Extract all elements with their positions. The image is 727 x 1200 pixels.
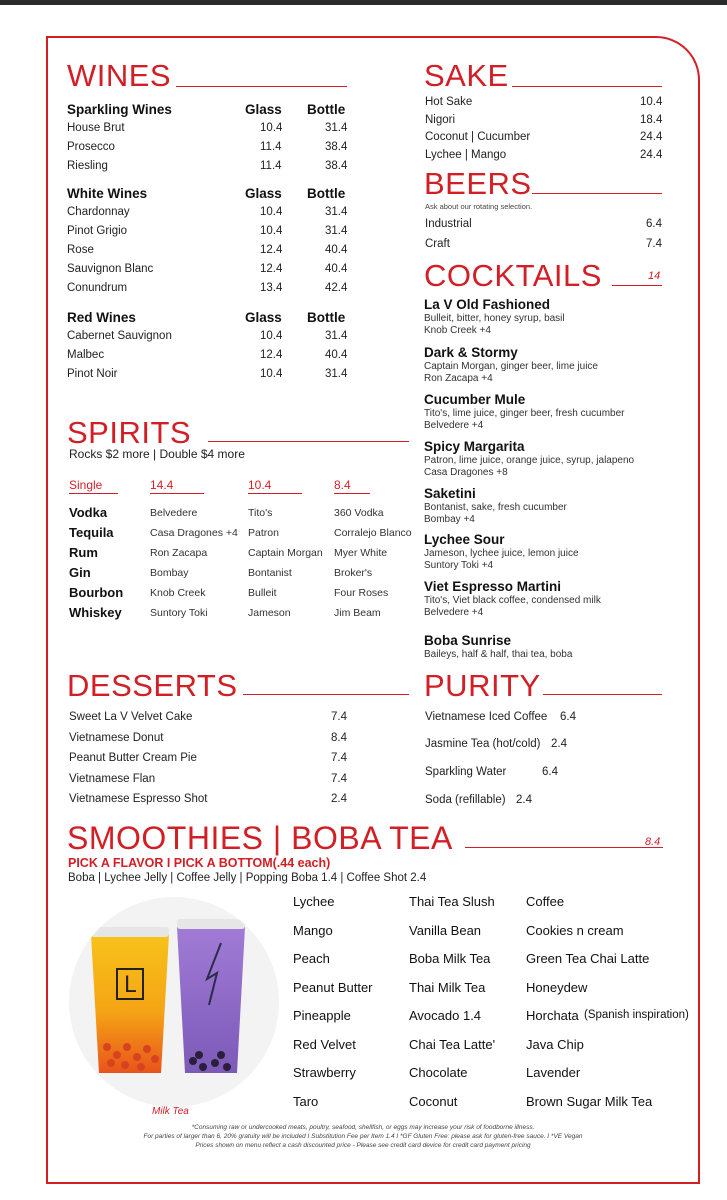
milk-tea-caption: Milk Tea (152, 1106, 189, 1117)
wine-glass-price: 11.4 (260, 141, 282, 153)
horchata-note: (Spanish inspiration) (584, 1009, 689, 1021)
sake-price: 10.4 (640, 96, 663, 108)
cocktails-price: 14 (648, 270, 661, 282)
wine-name: Conundrum (67, 282, 128, 294)
wine-glass-header: Glass (245, 186, 282, 201)
smoothie-flavor: Green Tea Chai Latte (526, 951, 650, 966)
wine-glass-price: 12.4 (260, 263, 283, 275)
spirit-premium-brand: Bombay (150, 567, 189, 579)
sake-title: SAKE (424, 58, 509, 93)
spirit-well-brand: Broker's (334, 567, 373, 579)
smoothie-flavor: Strawberry (293, 1065, 356, 1080)
smoothie-flavor: Pineapple (293, 1008, 351, 1023)
spirit-premium-brand: Belvedere (150, 507, 198, 519)
wine-bottle-header: Bottle (307, 102, 346, 117)
footer-line-3: Prices shown on menu reflect a cash discounted price - Please see credit card device for credit card payment pricing (195, 1142, 531, 1149)
cocktail-upgrade: Casa Dragones +8 (424, 467, 508, 478)
spirits-header-underline (150, 493, 204, 494)
spirit-type: Tequila (69, 525, 114, 540)
sake-item: Coconut | Cucumber (425, 131, 531, 143)
cocktail-description: Jameson, lychee juice, lemon juice (424, 548, 579, 559)
beer-price: 6.4 (646, 218, 662, 230)
spirits-title: SPIRITS (67, 415, 192, 450)
spirit-type: Whiskey (69, 605, 122, 620)
smoothie-flavor: Peanut Butter (293, 979, 373, 995)
dessert-price: 7.4 (331, 772, 347, 785)
wine-name: Sauvignon Blanc (67, 263, 154, 275)
sake-price: 18.4 (640, 113, 663, 126)
wine-bottle-price: 38.4 (325, 141, 348, 153)
cocktail-name: Cucumber Mule (424, 392, 526, 407)
spirits-price-header: 8.4 (334, 478, 351, 492)
cocktail-name: Dark & Stormy (424, 345, 518, 360)
wine-name: Chardonnay (67, 206, 130, 218)
beers-note: Ask about our rotating selection. (425, 202, 533, 211)
purity-price: 2.4 (516, 794, 532, 806)
smoothies-pick-line: PICK A FLAVOR I PICK A BOTTOM(.44 each) (68, 856, 331, 870)
smoothie-flavor: Red Velvet (293, 1036, 356, 1052)
spirit-well-brand: Jim Beam (334, 607, 381, 619)
smoothie-flavor: Brown Sugar Milk Tea (526, 1093, 653, 1109)
beer-price: 7.4 (646, 238, 662, 250)
sake-price: 24.4 (640, 131, 663, 143)
wine-bottle-price: 38.4 (325, 160, 348, 172)
purity-item: Jasmine Tea (hot/cold) (425, 738, 541, 750)
dessert-price: 2.4 (331, 793, 347, 805)
spirit-mid-brand: Patron (248, 527, 279, 539)
cocktail-description: Bulleit, bitter, honey syrup, basil (424, 313, 565, 324)
spirits-price-header: 14.4 (150, 478, 174, 492)
wine-name: Rose (67, 244, 94, 256)
cocktail-upgrade: Suntory Toki +4 (424, 560, 494, 571)
cocktail-name: Lychee Sour (424, 532, 505, 547)
purity-price: 6.4 (560, 711, 576, 723)
smoothie-flavor: Thai Milk Tea (409, 979, 486, 995)
cocktails-title-rule (612, 285, 662, 286)
smoothies-bottoms: Boba | Lychee Jelly | Coffee Jelly | Popping Boba 1.4 | Coffee Shot 2.4 (68, 872, 427, 884)
wine-bottle-price: 40.4 (325, 263, 348, 275)
cocktail-name: Saketini (424, 486, 476, 501)
smoothie-flavor: Cookies n cream (526, 922, 624, 938)
cocktail-upgrade: Knob Creek +4 (424, 325, 491, 336)
smoothie-flavor: Chai Tea Latte' (409, 1036, 496, 1052)
smoothie-flavor: Peach (293, 951, 330, 966)
smoothie-flavor: Java Chip (526, 1036, 584, 1052)
smoothies-title: SMOOTHIES | BOBA TEA (67, 820, 453, 856)
smoothie-flavor: Honeydew (526, 979, 588, 995)
spirit-mid-brand: Bulleit (248, 587, 277, 599)
wine-glass-price: 10.4 (260, 122, 283, 134)
wine-bottle-price: 31.4 (325, 122, 348, 134)
wine-name: Cabernet Sauvignon (67, 330, 172, 342)
sake-item: Nigori (425, 113, 456, 126)
desserts-title: DESSERTS (67, 668, 238, 703)
smoothie-flavor: Coconut (409, 1093, 458, 1109)
spirits-header-underline (69, 493, 118, 494)
spirit-mid-brand: Tito's (248, 507, 273, 519)
dessert-item: Vietnamese Flan (69, 772, 156, 785)
footer-line-1: *Consuming raw or undercooked meats, poultry, seafood, shellfish, or eggs may increase your risk of foodborne illness. (191, 1124, 535, 1131)
dessert-price: 8.4 (331, 731, 347, 744)
cocktail-name: Boba Sunrise (424, 633, 512, 648)
wine-name: Pinot Grigio (67, 225, 128, 237)
dessert-price: 7.4 (331, 752, 347, 764)
purity-title-rule (543, 694, 662, 695)
smoothies-title-rule (465, 847, 663, 848)
cocktail-description: Tito's, lime juice, ginger beer, fresh cucumber (424, 408, 625, 419)
desserts-title-rule (243, 694, 409, 695)
beers-title-rule (532, 193, 662, 194)
sake-item: Lychee | Mango (425, 148, 507, 161)
beer-item: Industrial (425, 218, 472, 230)
beer-item: Craft (425, 238, 450, 250)
spirit-type: Bourbon (69, 585, 124, 600)
cocktail-description: Patron, lime juice, orange juice, syrup, jalapeno (424, 455, 635, 466)
smoothie-flavor: Taro (293, 1093, 319, 1109)
cocktail-description: Baileys, half & half, thai tea, boba (424, 649, 573, 660)
smoothie-flavor: Mango (293, 922, 333, 938)
wine-glass-price: 13.4 (260, 282, 283, 294)
wine-bottle-price: 31.4 (325, 206, 348, 218)
wine-glass-price: 12.4 (260, 244, 283, 256)
wine-bottle-price: 31.4 (325, 368, 348, 380)
wine-glass-header: Glass (245, 102, 282, 117)
smoothie-flavor: Lavender (526, 1065, 581, 1080)
cocktail-upgrade: Belvedere +4 (424, 607, 484, 618)
wine-section-heading: Sparkling Wines (67, 102, 172, 117)
wine-name: Prosecco (67, 141, 115, 153)
beers-title: BEERS (424, 166, 532, 201)
spirits-title-rule (208, 441, 409, 442)
milk-tea-cups-illustration (69, 897, 279, 1107)
cocktail-name: Spicy Margarita (424, 439, 525, 454)
spirit-type: Gin (69, 565, 91, 580)
wines-title-rule (176, 86, 347, 87)
smoothie-flavor: Avocado 1.4 (409, 1008, 482, 1023)
smoothie-flavor: Vanilla Bean (409, 922, 482, 938)
cocktail-upgrade: Ron Zacapa +4 (424, 373, 493, 384)
spirit-mid-brand: Bontanist (248, 567, 292, 579)
wine-bottle-price: 42.4 (325, 282, 348, 294)
cocktails-title: COCKTAILS (424, 258, 602, 293)
footer-line-2: For parties of larger than 6, 20% gratuity will be included I Substitution Fee per Item 1.4 I *GF Gluten Free: please ask for gluten-free sauce. I *VE Vegan (143, 1133, 583, 1140)
dessert-item: Vietnamese Espresso Shot (69, 793, 208, 805)
sake-title-rule (512, 86, 662, 87)
spirit-well-brand: Corralejo Blanco (334, 527, 412, 539)
cocktail-upgrade: Belvedere +4 (424, 420, 484, 431)
smoothies-price: 8.4 (645, 836, 661, 848)
spirit-type: Vodka (69, 505, 108, 520)
smoothie-flavor: Chocolate (409, 1065, 468, 1080)
cocktail-description: Bontanist, sake, fresh cucumber (424, 502, 567, 513)
dessert-item: Sweet La V Velvet Cake (69, 711, 193, 723)
cocktail-description: Captain Morgan, ginger beer, lime juice (424, 361, 598, 372)
spirit-mid-brand: Jameson (248, 607, 291, 619)
wine-name: Malbec (67, 349, 105, 361)
dessert-price: 7.4 (331, 711, 347, 723)
smoothie-flavor: Coffee (526, 894, 565, 909)
purity-item: Sparkling Water (425, 766, 507, 778)
smoothie-flavor: Horchata (526, 1008, 579, 1023)
wine-glass-price: 10.4 (260, 225, 283, 237)
spirits-price-header: Single (69, 478, 103, 492)
wines-title: WINES (67, 58, 172, 93)
purity-price: 6.4 (542, 766, 558, 778)
wine-name: House Brut (67, 122, 125, 134)
wine-glass-header: Glass (245, 310, 282, 325)
wine-bottle-price: 40.4 (325, 349, 348, 361)
dessert-item: Peanut Butter Cream Pie (69, 752, 197, 764)
sake-item: Hot Sake (425, 96, 473, 108)
cocktail-upgrade: Bombay +4 (424, 514, 475, 525)
spirit-premium-brand: Suntory Toki (150, 607, 208, 619)
wine-bottle-header: Bottle (307, 186, 346, 201)
cup-logo: L (123, 973, 137, 998)
smoothie-flavor: Thai Tea Slush (409, 894, 495, 909)
milk-tea-image (69, 897, 279, 1107)
spirits-header-underline (334, 493, 370, 494)
wine-bottle-price: 40.4 (325, 244, 348, 256)
wine-bottle-header: Bottle (307, 310, 346, 325)
wine-glass-price: 10.4 (260, 368, 283, 380)
spirits-note: Rocks $2 more | Double $4 more (69, 447, 245, 461)
spirits-header-underline (248, 493, 302, 494)
purity-item: Soda (refillable) (425, 794, 506, 806)
smoothie-flavor: Boba Milk Tea (409, 951, 491, 966)
purity-item: Vietnamese Iced Coffee (425, 711, 548, 723)
wine-section-heading: Red Wines (67, 310, 136, 325)
sake-price: 24.4 (640, 148, 663, 161)
wine-section-heading: White Wines (67, 186, 148, 201)
spirit-premium-brand: Casa Dragones +4 (150, 527, 238, 539)
spirit-well-brand: Myer White (334, 547, 388, 559)
wine-glass-price: 10.4 (260, 206, 283, 218)
spirit-mid-brand: Captain Morgan (248, 547, 323, 559)
wine-name: Pinot Noir (67, 368, 118, 380)
wine-name: Riesling (67, 160, 108, 172)
spirit-premium-brand: Ron Zacapa (150, 547, 208, 559)
wine-glass-price: 12.4 (260, 349, 283, 361)
smoothie-flavor: Lychee (293, 894, 335, 909)
spirits-price-header: 10.4 (248, 478, 272, 492)
cocktail-description: Tito's, Viet black coffee, condensed milk (424, 595, 601, 606)
top-bar (0, 0, 727, 5)
spirit-type: Rum (69, 545, 98, 560)
cocktail-name: La V Old Fashioned (424, 297, 551, 312)
purity-price: 2.4 (551, 738, 567, 750)
wine-glass-price: 10.4 (260, 330, 283, 342)
cocktail-name: Viet Espresso Martini (424, 579, 562, 594)
wine-bottle-price: 31.4 (325, 330, 348, 342)
purity-title: PURITY (424, 668, 541, 703)
wine-glass-price: 11.4 (260, 160, 282, 172)
spirit-premium-brand: Knob Creek (150, 587, 206, 599)
spirit-well-brand: 360 Vodka (334, 507, 384, 519)
wine-bottle-price: 31.4 (325, 225, 348, 237)
spirit-well-brand: Four Roses (334, 587, 389, 599)
dessert-item: Vietnamese Donut (69, 731, 164, 744)
